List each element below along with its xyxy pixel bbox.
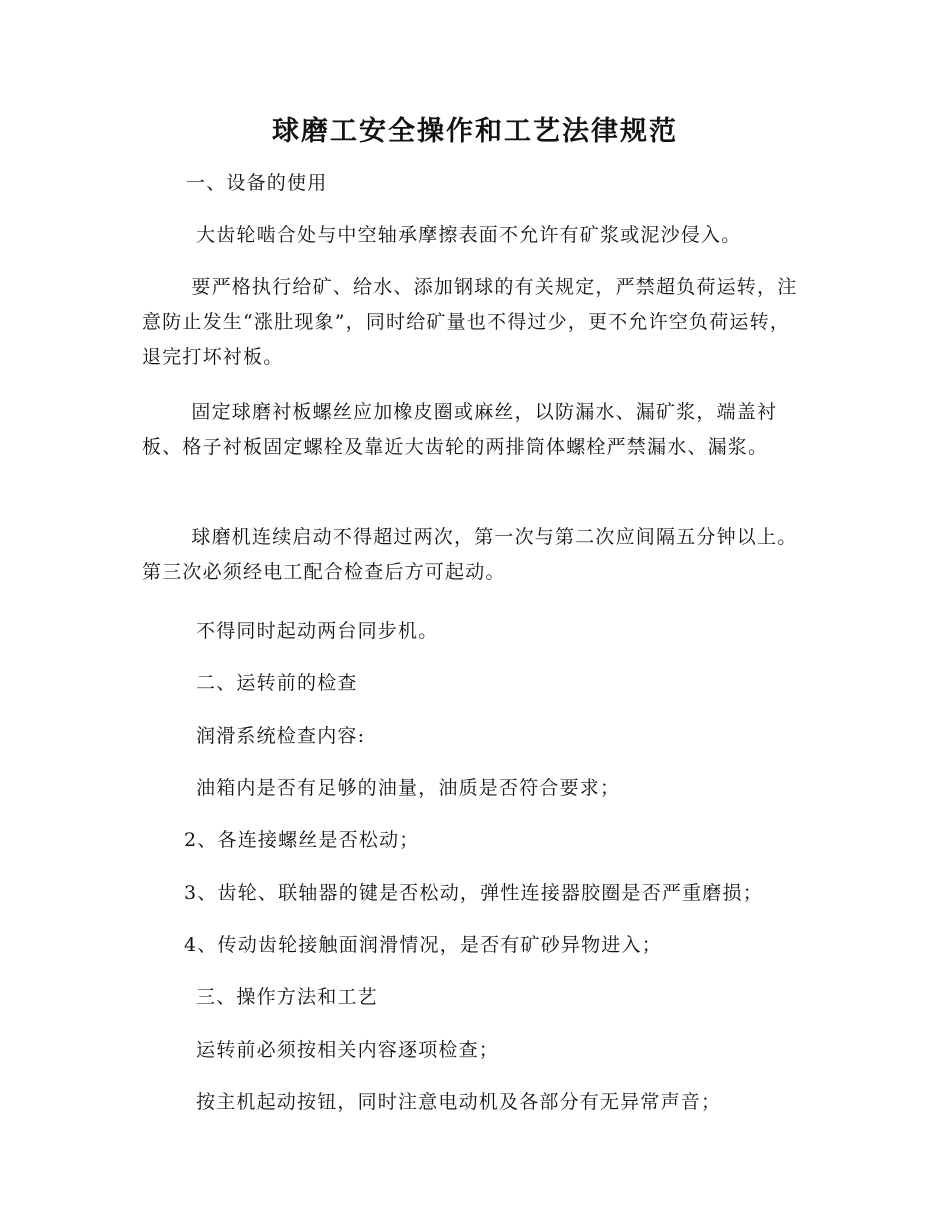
list-item-4: 4、传动齿轮接触面润滑情况，是否有矿砂异物进入； bbox=[184, 934, 662, 956]
paragraph-7: 运转前必须按相关内容逐项检查； bbox=[196, 1039, 500, 1061]
section-heading-2: 二、运转前的检查 bbox=[196, 672, 358, 694]
paragraph-1: 大齿轮啮合处与中空轴承摩擦表面不允许有矿浆或泥沙侵入。 bbox=[196, 224, 742, 246]
document-title: 球磨工安全操作和工艺法律规范 bbox=[272, 116, 678, 147]
list-item-2: 2、各连接螺丝是否松动； bbox=[184, 829, 420, 851]
section-heading-1: 一、设备的使用 bbox=[186, 172, 328, 194]
list-item-3: 3、齿轮、联轴器的键是否松动，弹性连接器胶圈是否严重磨损； bbox=[184, 882, 763, 904]
list-item-1: 油箱内是否有足够的油量，油质是否符合要求； bbox=[196, 777, 621, 799]
paragraph-5: 不得同时起动两台同步机。 bbox=[196, 620, 439, 642]
paragraph-8: 按主机起动按钮，同时注意电动机及各部分有无异常声音； bbox=[196, 1091, 722, 1113]
section-heading-3: 三、操作方法和工艺 bbox=[196, 986, 378, 1008]
paragraph-2: 要严格执行给矿、给水、添加钢球的有关规定，严禁超负荷运转，注意防止发生“涨肚现象”，同时给矿量也不得过少，更不允许空负荷运转，退完打坏衬板。 bbox=[142, 276, 798, 368]
paragraph-3: 固定球磨衬板螺丝应加橡皮圈或麻丝，以防漏水、漏矿浆，端盖衬板、格子衬板固定螺栓及靠近大齿轮的两排筒体螺栓严禁漏水、漏浆。 bbox=[142, 401, 778, 458]
paragraph-6: 润滑系统检查内容: bbox=[196, 725, 366, 747]
paragraph-4: 球磨机连续启动不得超过两次，第一次与第二次应间隔五分钟以上。第三次必须经电工配合检查后方可起动。 bbox=[142, 526, 798, 583]
